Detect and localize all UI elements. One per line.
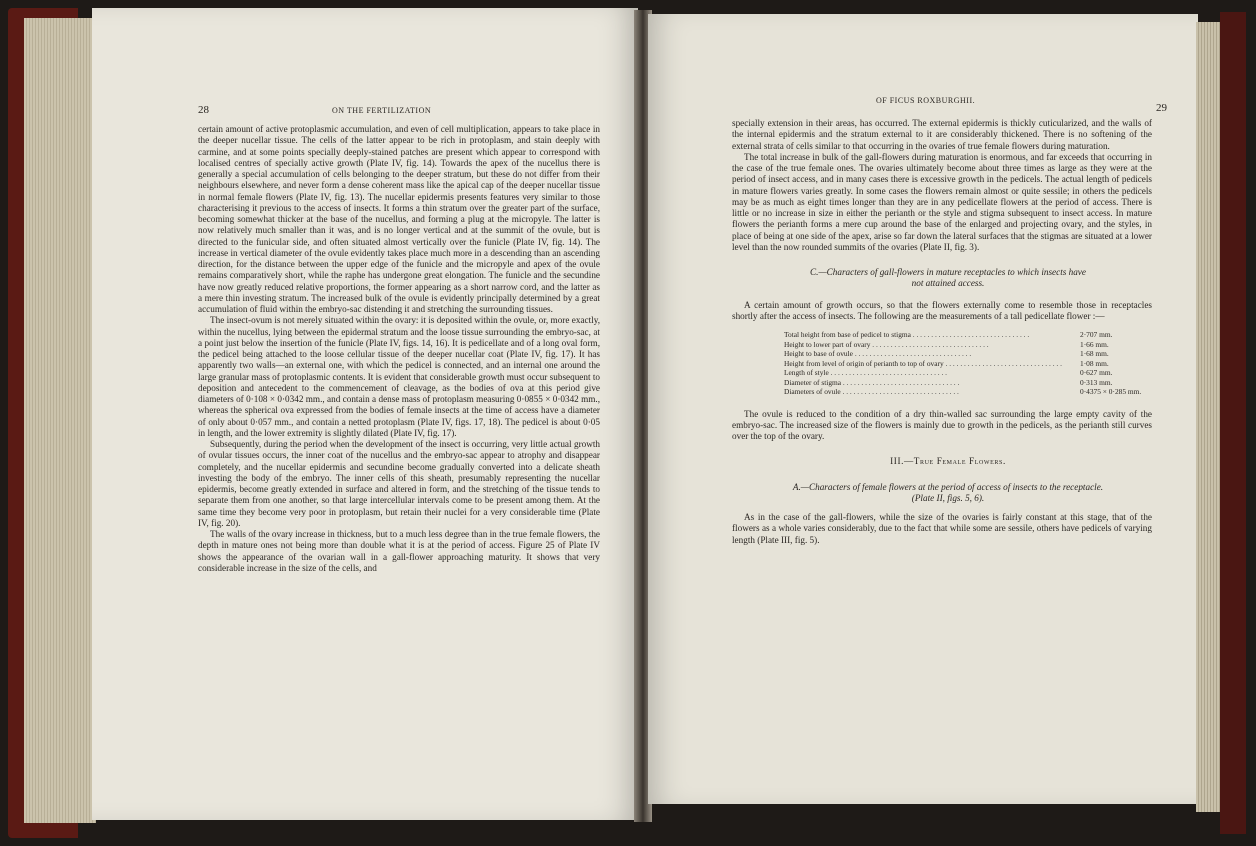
measurement-label-text: Diameters of ovule: [784, 387, 841, 396]
measurement-value: 1·08 mm.: [1080, 358, 1109, 368]
measurement-row: [784, 387, 1141, 397]
measurement-label: [784, 378, 1074, 388]
right-running-head: OF FICUS ROXBURGHII.: [876, 96, 976, 105]
measurement-leader-dots: . . . . . . . . . . . . . . . . . . . . . . . . . . . . . . . .: [943, 358, 1062, 368]
measurement-label-text: Height from level of origin of perianth to top of ovary: [784, 358, 944, 368]
measurement-label: [784, 330, 1074, 340]
measurement-leader-dots: . . . . . . . . . . . . . . . . . . . . . . . . . . . . . . . .: [910, 330, 1030, 339]
left-running-head: ON THE FERTILIZATION: [332, 106, 432, 115]
measurement-value: 2·707 mm.: [1080, 330, 1113, 339]
measurements-table: [784, 330, 1141, 397]
left-paragraph-2: The insect-ovum is not merely situated within the ovary: it is deposited within the ovule, or, more exactly, within the nucellus, lying between the epidermal stratum and the loose tissue surrounding the embryo-sac, at a point just below the insertion of the funicle (Plate IV, figs. 14, 16). It is pedicellate and of a long oval form, the pedicel being attached to the loose cellular tissue of the deeper nucellar coat (Plate IV, fig. 17). It has apparently two walls—an external one, with which the pedicel is connected, and an internal one around the large granular mass of protoplasmic contents. It is evident that considerable growth must occur subsequent to deposition and antecedent to the commencement of cleavage, as the bodies of ova at this period give diameters of 0·108 × 0·0342 mm., and contain a dense mass of protoplasm measuring 0·0855 × 0·0342 mm., whereas the spherical ova expressed from the bodies of female insects at the time of access have a diameter of only about 0·057 mm., and contain a netted protoplasm (Plate IV, figs. 17, 18). The pedicel is about 0·05 in length, and the lower extremity is slightly dilated (Plate IV, fig. 17).: [198, 315, 600, 438]
right-page: [648, 14, 1198, 804]
measurement-leader-dots: . . . . . . . . . . . . . . . . . . . . . . . . . . . . . . . .: [870, 339, 989, 349]
right-paragraph-ovule: The ovule is reduced to the condition of a dry thin-walled sac surrounding the large empty cavity of the embryo-sac. The increased size of the flowers is mainly due to growth in the pedicels, as the perianth still curves over the top of the ovary.: [732, 408, 1152, 441]
measurement-value: 0·313 mm.: [1080, 377, 1113, 387]
measurement-leader-dots: . . . . . . . . . . . . . . . . . . . . . . . . . . . . . . . .: [828, 368, 947, 377]
right-paragraph-a: As in the case of the gall-flowers, while the size of the ovaries is fairly constant at this stage, that of the flowers as a whole varies considerably, due to the fact that while some are sessile, others have pedicels of varying length (Plate III, fig. 5).: [732, 512, 1152, 545]
measurement-label: [784, 340, 1074, 350]
heading-a: [732, 482, 1152, 505]
right-paragraph-1: specially extension in their areas, has occurred. The external epidermis is thickly cuticularized, and the walls of the internal epidermis and the stratum external to it are considerably thickened. There is no softening of the external strata of cells similar to that occurring in the ovaries of true female flowers during maturation.: [732, 118, 1152, 151]
measurement-leader-dots: . . . . . . . . . . . . . . . . . . . . . . . . . . . . . . . .: [840, 387, 959, 396]
measurement-label-text: Length of style: [784, 368, 829, 377]
measurement-value: 1·66 mm.: [1080, 339, 1109, 349]
measurement-row: [784, 378, 1141, 388]
left-paragraph-4: The walls of the ovary increase in thickness, but to a much less degree than in the true female flowers, the depth in mature ones not being more than double what it is at the period of access. Figure 25 of Plate IV shows the appearance of the ovarian wall in a gall-flower approaching maturity. It shows that very considerable increase in the size of the cells, and: [198, 529, 600, 573]
measurement-row: [784, 359, 1141, 369]
page-edges-right: [1196, 22, 1222, 812]
right-paragraph-c: A certain amount of growth occurs, so that the flowers externally come to resemble those in receptacles shortly after the access of insects. The following are the measurements of a tall pedicellate flower :—: [732, 299, 1152, 321]
heading-a-line-2: (Plate II, figs. 5, 6).: [911, 492, 985, 503]
measurement-row: [784, 349, 1141, 359]
heading-a-line-1: A.—Characters of female flowers at the period of access of insects to the receptacle.: [792, 481, 1104, 492]
measurement-leader-dots: . . . . . . . . . . . . . . . . . . . . . . . . . . . . . . . .: [841, 377, 960, 387]
left-paragraph-3: Subsequently, during the period when the development of the insect is occurring, very little actual growth of ovular tissues occurs, the inner coat of the nucellus and the embryo-sac appear to atrophy and disappear completely, and the nucellar epidermis and secundine become gradually converted into a delicate sheath investing the body of the embryo. The inner cells of this sheath, presumably representing the nucellar epidermis, become greatly extended in surface and altered in form, and the stretching of the tissue tends to separate them from one another, so that large intercellular intervals come to be present among them. At the same time they become very poor in protoplasm, but retain their nuclei for a very considerable time (Plate IV, fig. 20).: [198, 439, 600, 528]
heading-c-line-1: C.—Characters of gall-flowers in mature receptacles to which insects have: [810, 267, 1086, 277]
measurement-row: [784, 340, 1141, 350]
right-page-number: 29: [1156, 102, 1167, 114]
heading-c: [732, 267, 1152, 290]
measurement-label-text: Total height from base of pedicel to stigma: [784, 330, 911, 339]
measurement-label: [784, 359, 1074, 369]
heading-c-line-2: not attained access.: [911, 278, 985, 289]
measurement-label: [784, 368, 1074, 378]
measurement-label: [784, 349, 1074, 359]
left-page-number: 28: [198, 104, 209, 116]
left-page: [92, 8, 638, 820]
measurement-value: 0·4375 × 0·285 mm.: [1080, 387, 1142, 396]
measurement-label-text: Height to base of ovule: [784, 349, 853, 358]
left-paragraph-1: certain amount of active protoplasmic accumulation, and even of cell multiplication, appears to take place in the deeper nucellar tissue. The cells of the latter appear to be rich in protoplasm, and stain deeply with carmine, and at some points specially deeply-stained patches are present which appear to correspond with localised centres of specially active growth (Plate IV, fig. 14). Towards the apex of the nucellus there is generally a special accumulation of cells belonging to the deeper stratum, but these do not differ from their neighbours elsewhere, and never form a dense coherent mass like the apical cap of the deeper nucellar tissue in normal female flowers (Plate IV, fig. 13). The nucellar epidermis presents features very similar to those characterising it previous to the access of insects. It forms a thin stratum over the greater part of the surface, becoming somewhat thicker at the base of the nucellus, and forming a plug at the micropyle. The latter is now relatively much smaller than it was, and is no longer vertical and at the summit of the ovule, but is directed to the funicular side, and often situated almost vertically over the funicle (Plate IV, fig. 14). The increase in vertical diameter of the ovule evidently takes place much more in a descending than an ascending direction, for the distance between the upper edge of the funicle and the micropyle and apex of the ovule remains comparatively short, while the raphe has undergone great elongation. The funicle and the secundine have now greatly reduced relative proportions, the former appearing as a short narrow cord, and the latter as a mere thin investing stratum. The increased bulk of the ovule is evidently principally determined by a great accumulation of fluid within the embryo-sac distending it and stretching the surrounding tissues.: [198, 124, 600, 314]
left-page-text: [198, 124, 600, 574]
measurement-row: [784, 330, 1141, 340]
page-edges-left: [24, 18, 96, 823]
measurement-row: [784, 368, 1141, 378]
right-paragraph-2: The total increase in bulk of the gall-flowers during maturation is enormous, and far exceeds that occurring in the case of the true female ones. The ovaries ultimately become about three times as large as they were at the period of insect access, and in many cases there is excessive growth in the pedicels. The actual length of pedicels in mature flowers varies greatly. In some cases the flowers remain almost or quite sessile; in others the pedicels may be as much as eight times longer than they are in any pedicellate flowers at the period of access. There is little or no increase in size in either the perianth or the style and stigma subsequent to insect access. In mature flowers the perianth forms a mere cup around the base of the enlarged and projecting ovary, and the styles, in place of being at one side of the apex, arise so far down the lateral surfaces that the stigmas are situated at a lower level than the now rounded summits of the ovaries (Plate II, fig. 3).: [732, 151, 1152, 252]
measurement-label: [784, 387, 1074, 397]
measurement-label-text: Height to lower part of ovary: [784, 339, 871, 349]
measurement-value: 0·627 mm.: [1080, 368, 1113, 377]
book-cover-right: [1220, 12, 1246, 834]
right-page-text: [732, 118, 1152, 546]
section-title: III.—True Female Flowers.: [890, 456, 1006, 467]
measurement-value: 1·68 mm.: [1080, 349, 1109, 358]
measurement-leader-dots: . . . . . . . . . . . . . . . . . . . . . . . . . . . . . . . .: [852, 349, 972, 358]
measurement-label-text: Diameter of stigma: [784, 377, 842, 387]
